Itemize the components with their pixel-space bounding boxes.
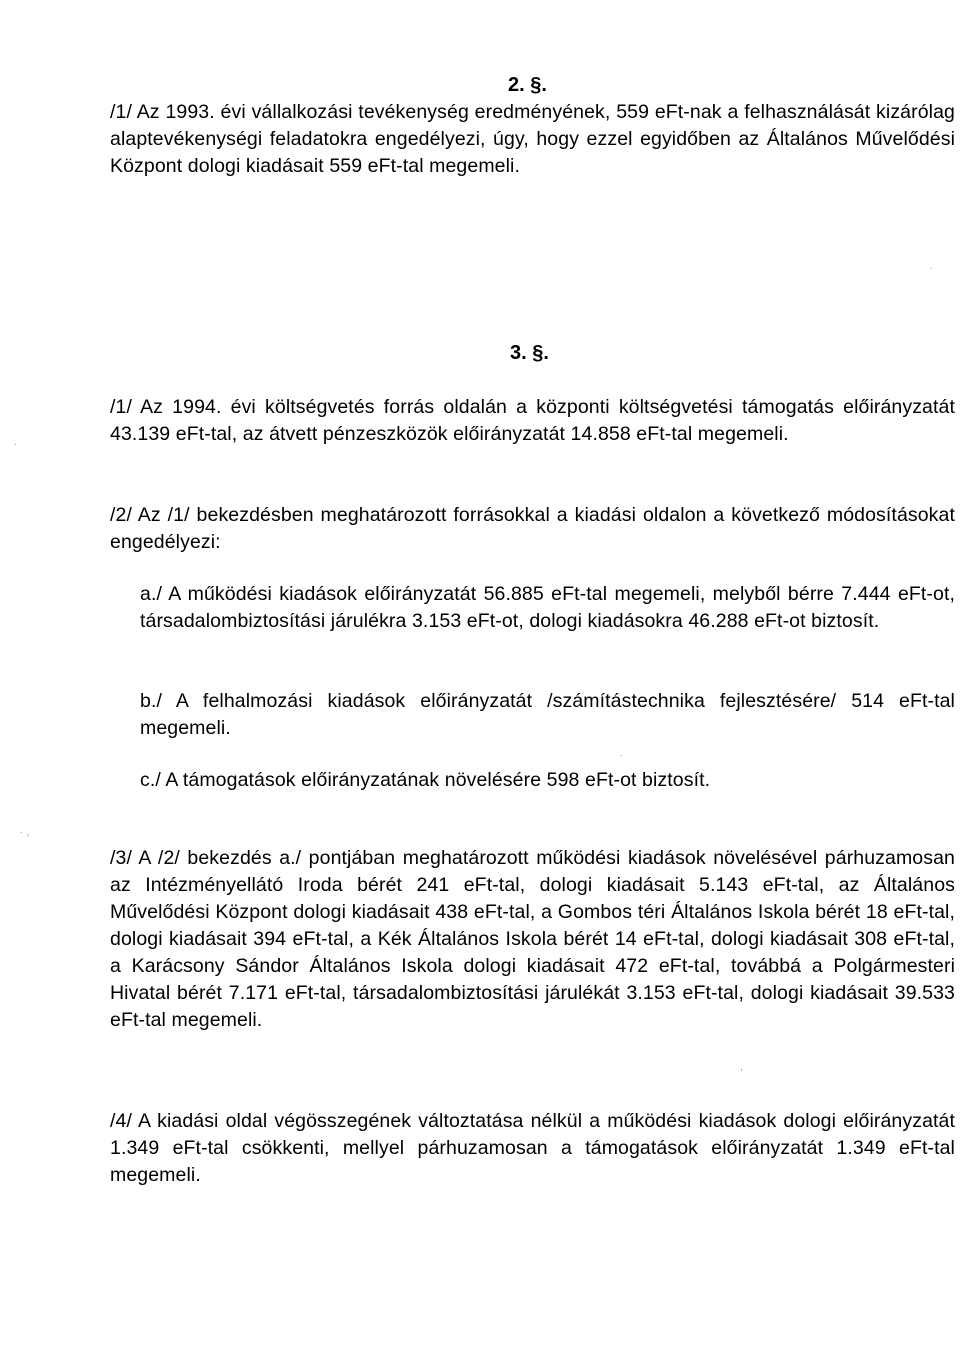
scan-speck: . bbox=[930, 261, 933, 272]
scan-speck: . bbox=[14, 437, 17, 448]
scan-speck: ' bbox=[27, 833, 29, 844]
scan-speck: . bbox=[20, 825, 23, 836]
section-3-paragraph-4: /4/ A kiadási oldal végösszegének változtatása nélkül a működési kiadások dologi előirányzatát 1.349 eFt-tal csökkenti, mellyel párhuzamosan a támogatások előirányzatát 1.349 eFt-tal megemeli. bbox=[110, 1110, 955, 1186]
section-2-paragraph-1: /1/ Az 1993. évi vállalkozási tevékenység eredményének, 559 eFt-nak a felhasználását kizárólag alaptevékenységi feladatokra engedélyezi, úgy, hogy ezzel egyidőben az Általános Művelődési Központ dologi kiadásait 559 eFt-tal megemeli. bbox=[110, 101, 955, 177]
section-3-paragraph-1: /1/ Az 1994. évi költségvetés forrás oldalán a központi költségvetési támogatás előirányzatát 43.139 eFt-tal, az átvett pénzeszközök előirányzatát 14.858 eFt-tal megemeli. bbox=[110, 396, 955, 445]
section-3-paragraph-2a: a./ A működési kiadások előirányzatát 56.885 eFt-tal megemeli, melyből bérre 7.444 eFt-ot, társadalombiztosítási járulékra 3.153 eFt-ot, dologi kiadásokra 46.288 eFt-ot biztosít. bbox=[140, 583, 955, 632]
section-2-heading: 2. §. bbox=[508, 74, 547, 96]
section-3-paragraph-2: /2/ Az /1/ bekezdésben meghatározott forrásokkal a kiadási oldalon a következő módosításokat engedélyezi: bbox=[110, 504, 955, 553]
section-3-paragraph-2b: b./ A felhalmozási kiadások előirányzatát /számítástechnika fejlesztésére/ 514 eFt-tal megemeli. bbox=[140, 690, 955, 739]
section-3-paragraph-3: /3/ A /2/ bekezdés a./ pontjában meghatározott működési kiadások növelésével párhuzamosan az Intézményellátó Iroda bérét 241 eFt-tal, dologi kiadásait 5.143 eFt-tal, az Általános Művelődési Központ dologi kiadásait 438 eFt-tal, a Gombos téri Általános Iskola bérét 18 eFt-tal, dologi kiadásait 394 eFt-tal, a Kék Általános Iskola bérét 14 eFt-tal, dologi kiadásait 308 eFt-tal, a Karácsony Sándor Általános Iskola dologi kiadásait 472 eFt-tal, továbbá a Polgármesteri Hivatal bérét 7.171 eFt-tal, társadalombiztosítási járulékát 3.153 eFt-tal, dologi kiadásait 39.533 eFt-tal megemeli. bbox=[110, 847, 955, 1031]
scan-speck: . bbox=[620, 748, 623, 759]
section-3-paragraph-2c: c./ A támogatások előirányzatának növelésére 598 eFt-ot biztosít. bbox=[140, 769, 711, 791]
section-3-heading: 3. §. bbox=[510, 342, 549, 364]
scan-speck: , bbox=[740, 1062, 743, 1073]
